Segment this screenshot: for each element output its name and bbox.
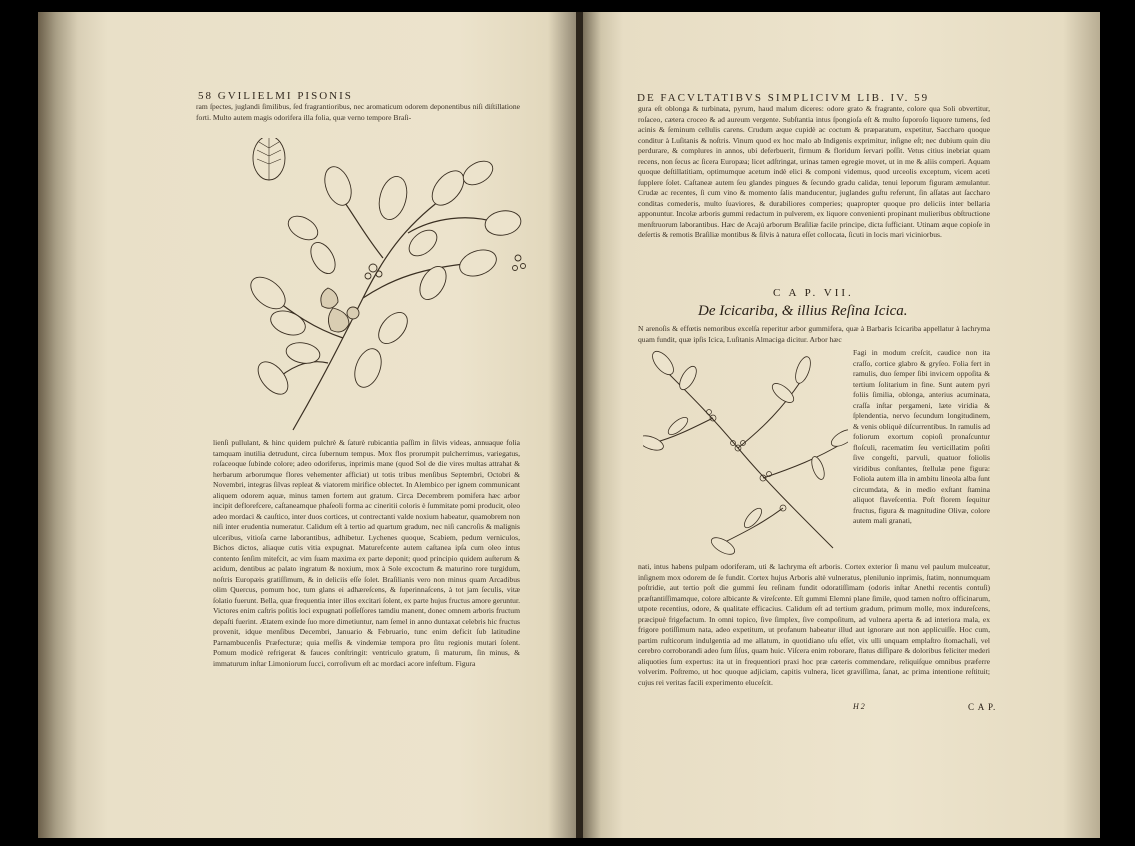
open-book bbox=[38, 12, 1100, 838]
left-top-text: ram ſpectes, juglandi ſimilibus, ſed fragrantioribus, nec aromaticum odorem deponentibus niſi diſtillatione forti. Multo autem magis odorifera illa folia, quæ verno tempore Braſi- bbox=[196, 102, 520, 122]
left-body-text: lienſi pullulant, & hinc quidem pulchrè & ſaturè rubicantia paſſim in ſilvis videas, annuaque folia tamquam inutilia detrudunt, circa ſubernum tempus. Mox flos prorumpit pulcherrimus, variegatus, roſaceoque ſubinde colore; adeo odoriferus, inprimis mane (quod Sol de die vires multas attrahat & herbarum arborumque flores vehementer afficiat) ut totis tribus menſibus Septembri, Octobri & Novembri, integras ſilvas repleat & viatorem mirifice oblectet. In Alembico per ignem communicant aliquem odorem aquæ, minus tamen fortem aut gratum. Circa Decembrem pomifera hæc arbor incipit deflorefcere, caſtaneamque phaſeoli forma ac cineritii coloris è ſummitate pomi producit, oleo adeo mordaci & cauſtico, inter duos cortices, ut contrectanti valde noxium habeatur, quamobrem non niſi inter erudentia numeratur. Calidum eſt à tertio ad quartum gradum, nec niſi cancroſis & malignis ulceribus, vitioſa carne laborantibus, adhibetur. Lychenes quoque, Scabiem, pedum verniculos, Bichos dictos, aliaque cutis vitia expugnat. Maturefcente autem caſtanea ipſa cum oleo intus contento ſenſim mitefcit, ac vim ſuam maxima ex parte deponit; quod principio quidem auſterum & acidum, dentibus ac palato ingratum & noxium, mox à Sole excoctum & maturino rore turgidum, noſtris Europæis gratiſſimum, & in deliciis eſſe ſolet. Braſilianis vero non minus quam Arcadibus olim Quercus, pomum hoc, tum glans ei adhæreſcens, & ſuperinnaſcens, à tot jam ſeculis, vitæ ſolatio fuerunt. Bella, quæ frequentia inter illos excitari ſolent, ex parte hujus fructus amore geruntur. Victores enim caſtris poſitis loci expugnati poſſeſſores tamdiu manent, donec omnem arboris fructum depaſti fuerint. Ætatem exinde ſuo more dimetiuntur, nam ſemel in anno duntaxat celebris hic fructus provenit, idque menſibus Decembri, Januario & Februario, tunc enim deficit ſub latitudine Parnambucenſis Præfecturæ; quia meſſis & vindemiæ tempora pro ſitu regionis mutari ſolent. Pomum modicè refrigerat & fauces conſtringit: ventriculo gratum, ſi maturum, ſin minus, & immaturum inſtar Limoniorum ſucci, corroſivum eſt ac mordaci acore infeſtum. Figura bbox=[213, 438, 520, 668]
catchword: C A P. bbox=[968, 702, 997, 712]
left-page bbox=[38, 12, 578, 838]
right-running-header: DE FACVLTATIBVS SIMPLICIVM LIB. IV. 59 bbox=[637, 92, 930, 104]
right-page bbox=[583, 12, 1100, 838]
chapter-title: De Icicariba, & illius Reſina Icica. bbox=[698, 303, 908, 319]
left-running-header: 58 GVILIELMI PISONIS bbox=[198, 90, 353, 102]
chapter-lower-text: nati, intus habens pulpam odoriferam, uti & lachryma eſt arboris. Cortex exterior ſi manu vel paulum mulceatur, inſignem mox odorem de ſe fundit. Cortex hujus Arboris altè vulneratus, plenilunio inprimis, ſtatim, nonnumquam poſtridie, aut tertio poſt die gummi ſeu reſinam fundit odoratiſſimam (odoris inſtar Anethi recentis contuſi) præſtantiſſimamque, colore albicante & vireſcente. Eſt gummi Elemni plane ſimile, quod tamen noſtro officinarum, utpote recentius, odore, & qualitate efficacius. Calidum eſt ad tertium gradum, primum molle, mox indureſcens, præcipuè frigefactum. In omni topico, ſive ſimplex, ſive compoſitum, ad vulnera aperta & ad interiora mala, ex frigore potiſſimum nata, adeo expetitum, ut profanum habeatur illud aut ignorare aut non applicuiſſe. Hoc cum, partim ruſticorum indulgentia ad me allatum, in quotidiano uſu eſſet, vix ulli unquam emplaſtro ſtomachali, vel cerebro corroborandi adeo ſum ſiſus, quam huic. Viſcera enim roborare, flatus diſſipare & doloribus feliciter mederi aliquoties ſum expertus: ita ut in frequentiori praxi hoc præ cæteris commendare, reliquiſque omnibus præferre volverim. Poſtremo, ut hoc quoque adjiciam, capitis vulnera, licet graviſſima, ſanat, ac prima intentione reſtituit; cujus rei veritas facili experimento eluceſcit. bbox=[638, 562, 990, 687]
chapter-intro-text: N arenoſis & effœtis nemoribus excelſa reperitur arbor gummifera, quæ à Barbaris Icicariba appellatur à lachryma quam fundit, quæ ipſis Icica, Luſitanis Almaciga dicitur. Arbor hæc bbox=[638, 324, 990, 344]
right-top-text: gura eſt oblonga & turbinata, pyrum, haud malum diceres: odore grato & fragrante, colore qua Soli obvertitur, roſaceo, cætera croceo & ad aureum vergente. Subſtantia intus ſpongioſa eſt & multo ſuporoſo liquore tumens, ſed acinis & ſeminum cellulis carens. Crudum æque cupidè ac coctum & præparatum, expetitur, Saccharo quoque conditur à Luſitanis & noſtris. Vinum quod ex hoc malo ab Indigenis exprimitur, inſigne eſt; nec dubium quin diu perdurare, & complures in annos, ubi deferbuerit, firmum & floridum ſervari poſſit. Vetus citius inebriat quam recens, non ſecus ac ſicera Europæa; licet adſtringat, urinas tamen egregie movet, ut in me & aliis comperi. Aquam quoque deſtillatitiam, optimumque acetum indè elici & componi videmus, quod urceolis exceptum, vicem aceti ſupplere ſolet. Caſtaneæ autem ſeu glandes pingues & ſecundo gradu calidæ, tenui leporum figuram æmulantur. Crudæ ac recentes, ſi cum vino & momento ſalis manducentur, juglandes guſtu referunt, ſin aſſatas aut ſaccharo conditas comederis, multo ſuaviores, & durabiliores comperies; quapropter quoque pro deliciis inter bellaria apponuntur. Incolæ arboris gummi redactum in pulverem, ex liquore convenienti propinant mulieribus obſtructione menſtruorum laborantibus. Hæc de Acajú arborum Braſiliæ facile principe, dicta ſufficiant. Utinam æque copioſe in deſertis & remotis Braſiliæ montibus & ſilvis à natura eſſet collocata, ſicuti in locis mari viciniorbus. bbox=[638, 104, 990, 239]
icicariba-branch-illustration bbox=[643, 348, 848, 558]
signature-mark: H 2 bbox=[853, 702, 865, 711]
chapter-heading: C A P. VII. bbox=[773, 287, 854, 299]
chapter-side-text: Fagi in modum creſcit, caudice non ita craſſo, cortice glabro & gryſeo. Folia fert in ramulis, duo ſemper ſibi invicem oppoſita & tertium ſolitarium in fine. Sunt autem pyri foliis ſimilia, oblonga, anterius acuminata, craſſa inſtar pergameni, læte viridia & ſplendentia, nervo ſecundum longitudinem, & venis obliquè diſcurrentibus. In ramulis ad foliorum exortum copioſi pronaſcuntur floſculi, racematim ſeu verticillatim poſiti ſive congeſti, parvuli, quatuor foliolis viridibus conſtantes, ſtellulæ pene figura: Foliola autem illa in ambitu lineola alba ſunt circumdata, & in medio exſtant ſtamina aliquot flaveſcentia. Poſt florem ſequitur fructus, figura & magnitudine Olivæ, colore autem mali granati, bbox=[853, 348, 990, 525]
cashew-branch-illustration bbox=[233, 138, 533, 438]
